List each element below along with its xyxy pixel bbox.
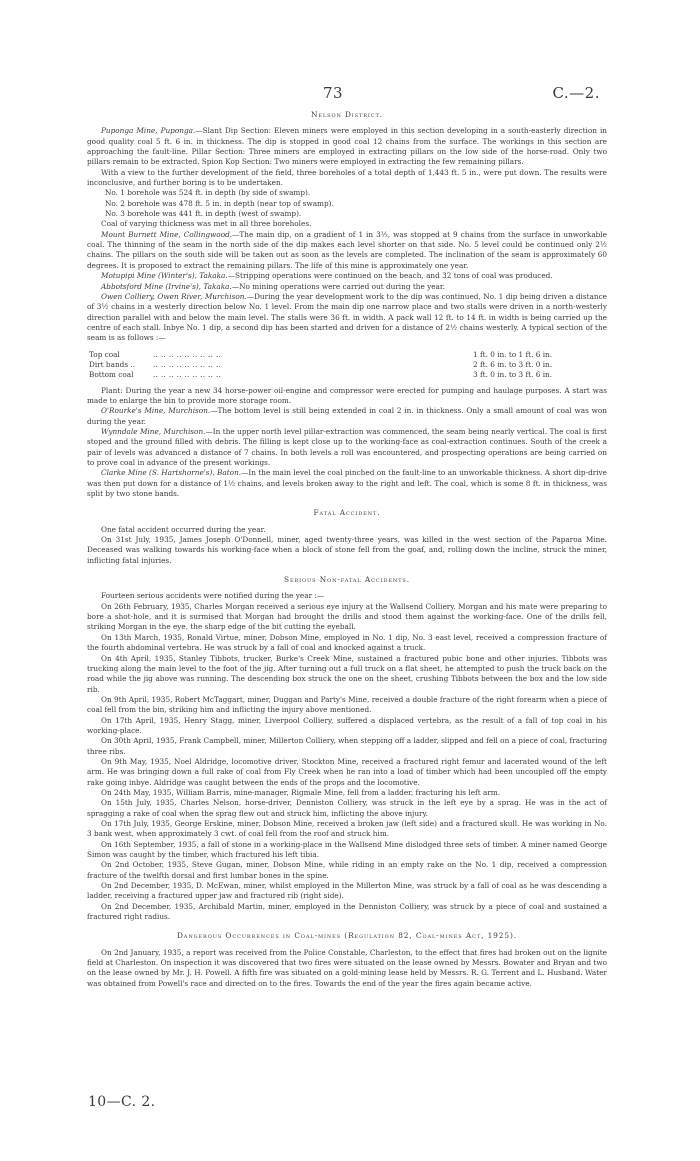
paragraph-text: —During the year development work to the dip was continued, No. 1 dip being driven a distance of 3½ chains in a westerly direction below No. 1 level. From the main dip one narrow place and two stalls were driven in a north-westerly direction parallel with and below the main level. The stalls were 36 ft. in width. A pack wall 12 ft. to 14 ft. in width is being carried up the centre of each stall. Inbye No. 1 dip, a second dip has been started and driven for a distance of 2½ chains westerly. A typical section of the seam is as follows :— <box>87 291 607 343</box>
paragraph-motupipi <box>87 271 607 281</box>
paragraph-mount-burnett <box>87 230 607 271</box>
section-heading-serious: Serious Non-fatal Accidents. <box>284 575 410 585</box>
mine-title: Owen Colliery, Owen River, Murchison. <box>101 291 247 301</box>
paragraph-serious-intro: Fourteen serious accidents were notified during the year :— <box>101 591 325 601</box>
seam-layer-thickness: 3 ft. 0 in. to 3 ft. 6 in. <box>473 370 553 380</box>
paragraph-puponga <box>87 126 607 167</box>
page-body <box>87 110 607 989</box>
paragraph-clarke <box>87 468 607 499</box>
paragraph-text: —Slant Dip Section: Eleven miners were employed in this section developing in a south-easterly direction in good quality coal 5 ft. 6 in. in thickness. The dip is stopped in good coal 12 chains from the surface. The workings in this section are approaching the fault-line. Pillar Section: Three miners are employed in extracting pillars on the low side of the horse-road. Only two pillars remain to be extracted. Spion Kop Section: Two miners were employed in extracting the few remaining pillars. <box>87 126 608 167</box>
seam-layer-thickness: 2 ft. 6 in. to 3 ft. 0 in. <box>473 359 553 369</box>
paragraph-text: —In the upper north level pillar-extraction was commenced, the seam being nearly vertical. The coal is first stoped and the ground filled with debris. The filling is kept close up to the working-face as coal-extraction continues. South of the creek a pair of levels was advanced a distance of 7 chains. In both levels a roll was encountered, and prospecting operations are being carried on to prove coal in advance of the present workings. <box>87 426 607 467</box>
mine-title: Mount Burnett Mine, Collingwood. <box>101 229 233 239</box>
accident-item: On 30th April, 1935, Frank Campbell, miner, Millerton Colliery, when stepping off a ladder, slipped and fell on a piece of coal, fracturing three ribs. <box>87 736 607 756</box>
paragraph-fatal-summary: One fatal accident occurred during the year. <box>101 524 266 534</box>
accident-item: On 24th May, 1935, William Barris, mine-manager, Rigmale Mine, fell from a ladder, fracturing his left arm. <box>101 787 501 797</box>
accident-item: On 2nd December, 1935, D. McEwan, miner, whilst employed in the Millerton Mine, was struck by a fall of coal as he was descending a ladder, receiving a fractured upper jaw and fractured rib (right side). <box>87 881 607 901</box>
page-signature: 10—C. 2. <box>88 1094 156 1110</box>
section-heading-dangerous: Dangerous Occurrences in Coal-mines (Regulation 82, Coal-mines Act, 1925). <box>176 931 518 941</box>
seam-layer-name: Top coal <box>89 349 120 359</box>
section-heading-fatal: Fatal Accident. <box>313 508 381 518</box>
accident-item: On 9th May, 1935, Noel Aldridge, locomotive driver, Stockton Mine, received a fractured right femur and lacerated wound of the left arm. He was bringing down a full rake of coal from Fly Creek when he ran into a load of timber which had been uncoupled off the empty rake going inbye. Aldridge was caught between the ends of the props and the locomotive. <box>87 756 607 787</box>
borehole-1: No. 1 borehole was 524 ft. in depth (by side of swamp). <box>105 188 311 198</box>
mine-title: O'Rourke's Mine, Murchison. <box>101 406 211 416</box>
paragraph-wynndale <box>87 427 607 468</box>
accident-item: On 16th September, 1935, a fall of stone in a working-place in the Wallsend Mine dislodged three sets of timber. A miner named George Simon was caught by the timber, which fractured his left tibia. <box>87 839 607 860</box>
document-reference: C.—2. <box>552 84 600 102</box>
borehole-3: No. 3 borehole was 441 ft. in depth (west of swamp). <box>105 209 302 219</box>
accident-item: On 15th July, 1935, Charles Nelson, horse-driver, Denniston Colliery, was struck in the left eye by a sprag. He was in the act of spragging a rake of coal when the sprag flew out and struck him, inflicting the above injury. <box>87 798 607 818</box>
paragraph-boreholes: With a view to the further development of the field, three boreholes of a total depth of 1,443 ft. 5 in., were put down. The results were inconclusive, and further boring is to be undertaken. <box>87 167 607 188</box>
accident-item: On 4th April, 1935, Stanley Tibbots, trucker, Burke's Creek Mine, sustained a fractured pubic bone and other injuries. Tibbots was trucking along the main level to the foot of the jig. After turning out a full truck on a flat sheet, he attempted to push the truck back on the road while the jig above was running. The descending box struck the one on the sheet, crushing Tibbots between the box and the low side rib. <box>87 653 607 694</box>
paragraph-text: —In the main level the coal pinched on the fault-line to an unworkable thickness. A short dip-drive was then put down for a distance of 1½ chains, and levels broken away to the right and left. The coal, which is some 8 ft. in thickness, was split by two stone bands. <box>87 468 608 499</box>
mine-title: Abbotsford Mine (Irvine's), Takaka. <box>101 281 232 291</box>
accident-item: On 2nd October, 1935, Steve Gugan, miner, Dobson Mine, while riding in an empty rake on the No. 1 dip, received a compression fracture of the twelfth dorsal and first lumbar bones in the spine. <box>87 860 607 880</box>
paragraph-text: —No mining operations were carried out during the year. <box>231 281 445 291</box>
paragraph-text: —The main dip, on a gradient of 1 in 3½, was stopped at 9 chains from the surface in unworkable coal. The thinning of the seam in the north side of the dip makes each level shorter on that side. No. 5 level could be continued only 2½ chains. The pillars on the south side will be taken out as soon as the levels are completed. The inclination of the seam is approximately 60 degrees. It is proposed to extract the remaining pillars. The life of this mine is approximately one year. <box>87 229 607 270</box>
borehole-2: No. 2 borehole was 478 ft. 5 in. in depth (near top of swamp). <box>105 198 334 208</box>
accident-item: On 17th April, 1935, Henry Stagg, miner, Liverpool Colliery, suffered a displaced vertebra, as the result of a fall of top coal in his working-place. <box>87 715 607 735</box>
seam-row <box>87 350 607 360</box>
mine-title: Wynndale Mine, Murchison. <box>101 426 206 436</box>
borehole-note: Coal of varying thickness was met in all three boreholes. <box>101 219 312 229</box>
section-heading-nelson: Nelson District. <box>311 110 383 119</box>
paragraph-text: —The bottom level is still being extended in coal 2 in. in thickness. Only a small amount of coal was won during the year. <box>87 406 607 426</box>
paragraph-plant: Plant: During the year a new 34 horse-power oil-engine and compressor were erected for pumping and haulage purposes. A start was made to enlarge the bin to provide more storage room. <box>87 385 607 405</box>
seam-layer-name: Bottom coal <box>89 370 134 380</box>
accident-item: On 9th April, 1935, Robert McTaggart, miner, Duggan and Party's Mine, received a double fracture of the right forearm when a piece of coal fell from the bin, striking him and inflicting the injury above mentioned. <box>87 694 607 715</box>
seam-row <box>87 370 607 380</box>
accident-item: On 13th March, 1935, Ronald Virtue, miner, Dobson Mine, employed in No. 1 dip, No. 3 east level, received a compression fracture of the fourth abdominal vertebra. He was struck by a fall of coal and knocked against a truck. <box>87 632 607 653</box>
seam-section-table <box>87 350 607 381</box>
mine-title: Motupipi Mine (Winter's), Takaka. <box>101 271 228 281</box>
mine-title: Puponga Mine, Puponga. <box>101 126 196 136</box>
page-header <box>0 84 700 104</box>
dot-leader: .. .. .. .. .. .. .. .. .. <box>153 349 222 359</box>
paragraph-orourke <box>87 406 607 427</box>
paragraph-dangerous-occurrence: On 2nd January, 1935, a report was received from the Police Constable, Charleston, to the effect that fires had broken out on the lignite field at Charleston. On inspection it was discovered that two fires were situated on the lease owned by Messrs. Bowater and Bryan and two on the lease owned by Mr. J. H. Powell. A fifth fire was situated on a gold-mining lease held by Messrs. R. G. Terrent and L. Husband. Water was obtained from Powell's race and directed on to the fires. Towards the end of the year the fires again became active. <box>87 947 607 988</box>
page-number: 73 <box>323 84 344 102</box>
paragraph-fatal-detail: On 31st July, 1935, James Joseph O'Donnell, miner, aged twenty-three years, was killed in the west section of the Paparoa Mine. Deceased was walking towards his working-face when a block of stone fell from the goaf, and, rolling down the incline, struck the miner, inflicting fatal injuries. <box>87 535 607 565</box>
dot-leader: .. .. .. .. .. .. .. .. .. <box>153 359 222 369</box>
paragraph-owen-colliery <box>87 292 607 344</box>
dot-leader: .. .. .. .. .. .. .. .. .. <box>153 370 222 380</box>
accident-item: On 2nd December, 1935, Archibald Martin, miner, employed in the Denniston Colliery, was struck by a piece of coal and sustained a fractured right radius. <box>87 901 607 922</box>
accident-item: On 17th July, 1935, George Erskine, miner, Dobson Mine, received a broken jaw (left side) and a fractured skull. He was working in No. 3 bank west, when approximately 3 cwt. of coal fell from the roof and struck him. <box>87 819 607 839</box>
seam-layer-thickness: 1 ft. 0 in. to 1 ft. 6 in. <box>473 349 553 359</box>
seam-row <box>87 360 607 370</box>
seam-layer-name: Dirt bands .. <box>89 359 136 369</box>
paragraph-text: —Stripping operations were continued on the beach, and 32 tons of coal was produced. <box>227 271 553 281</box>
mine-title: Clarke Mine (S. Hartshorne's), Baton. <box>101 468 242 478</box>
accident-item: On 26th February, 1935, Charles Morgan received a serious eye injury at the Wallsend Colliery. Morgan and his mate were preparing to bore a shot-hole, and it is surmised that Morgan had brought the drills and stood them against the working-face. One of the drills fell, striking Morgan in the eye, the sharp edge of the bit cutting the eyeball. <box>87 601 607 632</box>
paragraph-abbotsford <box>87 282 607 292</box>
